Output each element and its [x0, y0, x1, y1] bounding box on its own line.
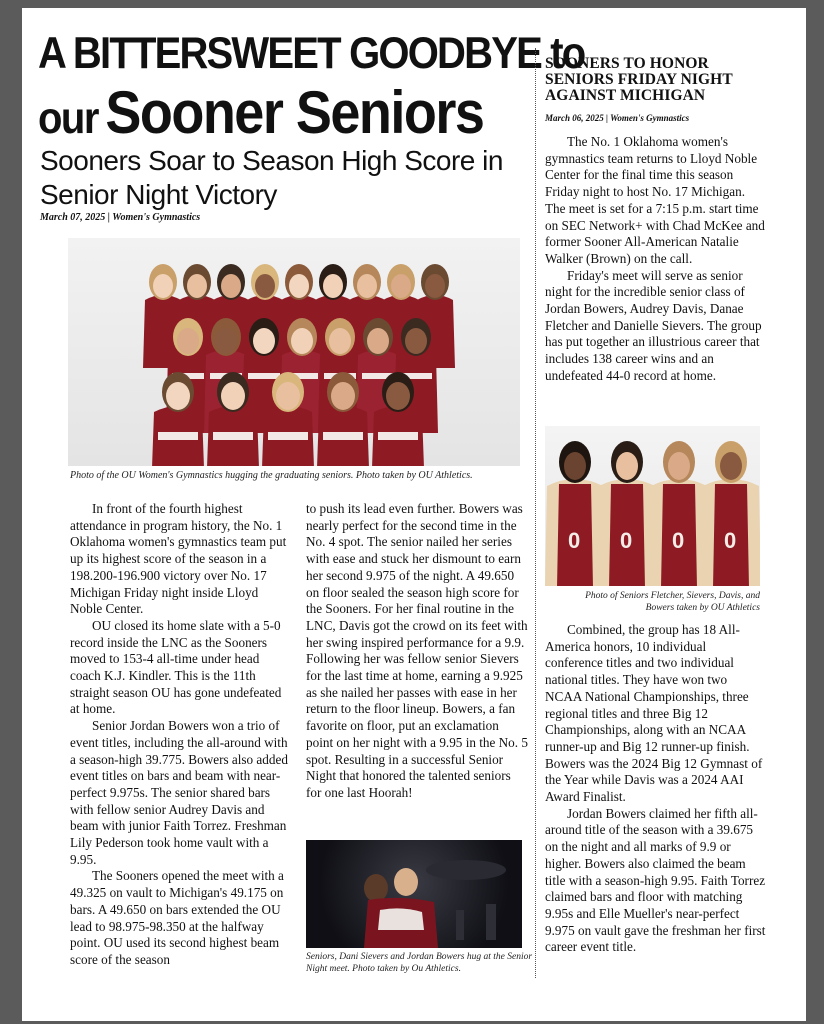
background-figure [486, 904, 496, 940]
sidebar-column-bottom [545, 622, 767, 956]
jacket-letter-o: 0 [620, 528, 633, 553]
paragraph: Senior Jordan Bowers won a trio of event titles, including the all-around with a season-high 39.775. Bowers also added event titles on bars and beam with near-perfect 9.975s. The senior shared bars with fellow senior Audrey Davis and beam with junior Faith Torrez. Freshman Lily Pederson took home vault with a 9.95. [70, 718, 288, 867]
team-photo-caption: Photo of the OU Women's Gymnastics hugging the graduating seniors. Photo taken by OU Athletics. [70, 470, 473, 481]
gymnast-face [177, 328, 199, 354]
sidebar-column-top [545, 134, 767, 385]
team-photo-image [68, 238, 520, 466]
paragraph: Friday's meet will serve as senior night for the incredible senior class of Jordan Bowers, Audrey Davis, Danae Fletcher and Danielle Sievers. The group has put together an illustrious career that includes 138 career wins and an undefeated 44-0 record at home. [545, 267, 762, 383]
gymnast-face [253, 328, 275, 354]
newsletter-page [22, 8, 806, 1021]
jacket-letter-o: 0 [568, 528, 581, 553]
gymnast-face [405, 328, 427, 354]
senior-face [564, 452, 586, 480]
gymnast-face [187, 274, 207, 298]
jacket-letter-o: 0 [724, 528, 737, 553]
gymnast-face [215, 328, 237, 354]
hug-photo-image [306, 840, 522, 948]
headline-line-2-big: Sooner Seniors [105, 79, 484, 147]
column-divider [535, 48, 536, 978]
article-column-1 [70, 501, 292, 969]
gymnast-face [386, 382, 410, 410]
gymnast-face [221, 382, 245, 410]
leotard-stripe [213, 432, 253, 440]
article-byline: March 07, 2025 | Women's Gymnastics [40, 212, 201, 223]
senior-face [720, 452, 742, 480]
paragraph: The No. 1 Oklahoma women's gymnastics team returns to Lloyd Noble Center for the final time this season Friday night to host No. 17 Michigan. The meet is set for a 7:15 p.m. start time on SEC Network+ with Chad McKee and former Sooner All-American Natalie Walker (Brown) on the call. [545, 134, 765, 266]
paragraph: In front of the fourth highest attendance in program history, the No. 1 Oklahoma women's gymnastics team put up its highest score of the season in a 198.200-196.900 victory over No. 17 Michigan Friday night inside Lloyd Noble Center. [70, 501, 287, 617]
gymnast-face [323, 274, 343, 298]
senior-face [668, 452, 690, 480]
seniors-photo-caption: Photo of Seniors Fletcher, Sievers, Davis, and Bowers taken by OU Athletics [585, 591, 760, 613]
sidebar-headline: SOONERS TO HONOR SENIORS FRIDAY NIGHT AGAINST MICHIGAN [545, 55, 733, 104]
sidebar-byline: March 06, 2025 | Women's Gymnastics [545, 113, 690, 123]
hug-photo-caption: Seniors, Dani Sievers and Jordan Bowers hug at the Senior Night meet. Photo taken by Ou Athletics. [306, 952, 533, 974]
hug-photo [306, 840, 522, 948]
gymnast-face [255, 274, 275, 298]
gymnast-face [153, 274, 173, 298]
seniors-photo [545, 426, 760, 586]
gymnast-face [425, 274, 445, 298]
arena-light [426, 860, 506, 880]
leotard-stripe [268, 432, 308, 440]
headline-line-1: A BITTERSWEET GOODBYE to [38, 28, 585, 79]
leotard-stripe [158, 432, 198, 440]
headline-line-2 [38, 78, 528, 147]
leotard-stripe [248, 373, 280, 379]
gymnast-face [291, 328, 313, 354]
article-column-2 [306, 501, 528, 802]
senior-face [616, 452, 638, 480]
paragraph: Jordan Bowers claimed her fifth all-around title of the season with a 39.675 on the night and all marks of 9.9 or higher. Bowers also claimed the beam title with a season-high 9.95. Faith Torrez claimed bars and floor with matching 9.95s and Elle Mueller's near-perfect 9.975 on vault gave the freshman her first career event title. [545, 805, 766, 955]
main-headline [38, 28, 585, 147]
jacket-letter-o: 0 [672, 528, 685, 553]
gymnast-face [367, 328, 389, 354]
gymnast-head [394, 868, 418, 896]
paragraph: OU closed its home slate with a 5-0 record inside the LNC as the Sooners moved to 153-4 all-time under head coach K.J. Kindler. This is the 11th straight season OU has gone undefeated at home. [70, 617, 282, 717]
paragraph: The Sooners opened the meet with a 49.325 on vault to Michigan's 49.175 on bars. A 49.650 on bars extended the OU lead to 98.975-98.350 at the halfway point. OU used its second highest beam score of the season [70, 868, 284, 967]
leotard-stripe [378, 432, 418, 440]
paragraph: Combined, the group has 18 All-America honors, 10 individual conference titles and two individual national titles. They have won two NCAA National Championships, three regional titles and three Big 12 Championships, along with an NCAA runner-up and Big 12 runner-up finish. Bowers was the 2024 Big 12 Gymnast of the Year while Davis was a 2024 AAI Award Finalist. [545, 622, 763, 805]
team-photo [68, 238, 520, 466]
gymnast-face [331, 382, 355, 410]
gymnast-face [276, 382, 300, 410]
gymnast-face [289, 274, 309, 298]
gymnast-leotard-stripe [378, 908, 424, 930]
seniors-photo-image [545, 426, 760, 586]
paragraph: to push its lead even further. Bowers was nearly perfect for the second time in the No. 4 spot. The senior nailed her series with ease and stuck her dismount to earn her second 9.975 of the night. A 49.650 on floor sealed the season high score for the Sooners. For her final routine in the LNC, Davis got the crowd on its feet with her swing inspired performance for a 9.9. Following her was fellow senior Sievers for the last time at home, earning a 9.925 as she nailed her passes with ease in her return to the floor lineup. Bowers, a fan favorite on floor, put an exclamation point on her night with a 9.95 in the No. 5 spot. Resulting in a successful Senior Night that honored the talented seniors for one last Hoorah! [306, 501, 528, 800]
gymnast-face [391, 274, 411, 298]
leotard-stripe [323, 432, 363, 440]
headline-line-2-small: our [38, 93, 98, 143]
article-subheadline: Sooners Soar to Season High Score in Senior Night Victory [40, 145, 503, 210]
gymnast-face [329, 328, 351, 354]
gymnast-face [166, 382, 190, 410]
gymnast-face [357, 274, 377, 298]
gymnast-head [364, 874, 388, 902]
background-figure [456, 910, 464, 940]
gymnast-face [221, 274, 241, 298]
